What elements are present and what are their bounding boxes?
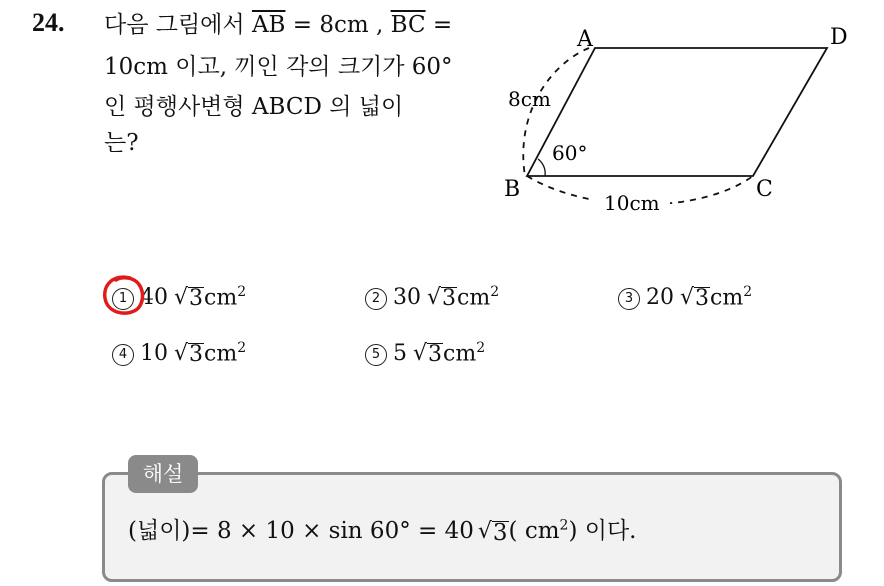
segment-bc: $\overline{BC}$ xyxy=(390,12,426,38)
question-line-1: 다음 그림에서 $\overline{AB} = 8cm$ , $\overline{BC}$ = xyxy=(104,12,453,38)
sqrt: √ 3 xyxy=(174,285,204,312)
question-line-3: 인 평행사변형 ABCD 의 넓이 xyxy=(104,94,404,120)
solution-text: (넓이)= 8 × 10 × sin 60° = 40 √ 3 ( $cm^2$) 이다. xyxy=(128,517,637,546)
sqrt: √ 3 xyxy=(680,285,710,312)
choice-2[interactable]: 2 30 √ 3 $cm^2$ xyxy=(365,284,499,312)
angle-arc xyxy=(538,159,545,176)
choice-5[interactable]: 5 5 √ 3 $cm^2$ xyxy=(365,340,485,368)
solution-tag: 해설 xyxy=(128,455,198,493)
choice-number-2: 2 xyxy=(365,288,387,310)
segment-ab: $\overline{AB}$ xyxy=(251,12,286,38)
sqrt: √ 3 xyxy=(174,341,204,368)
question-number: 24. xyxy=(32,8,65,37)
side-bc-label: 10cm xyxy=(604,191,660,215)
choice-number-1: 1 xyxy=(112,288,134,310)
vertex-c-label: C xyxy=(756,177,773,202)
choice-number-3: 3 xyxy=(618,288,640,310)
sqrt: √ 3 xyxy=(427,285,457,312)
question-line-2: 10cm 이고, 끼인 각의 크기가 60° xyxy=(104,54,453,80)
parallelogram-figure xyxy=(490,14,870,224)
choice-4[interactable]: 4 10 √ 3 $cm^2$ xyxy=(112,340,246,368)
question-line-4: 는? xyxy=(104,130,139,156)
choice-1[interactable]: 1 40 √ 3 $cm^2$ xyxy=(112,284,246,312)
sqrt: √ 3 xyxy=(413,341,443,368)
vertex-a-label: A xyxy=(577,27,593,52)
sqrt: √ 3 xyxy=(477,519,508,546)
vertex-d-label: D xyxy=(830,25,848,50)
red-answer-circle xyxy=(100,272,148,320)
choice-number-5: 5 xyxy=(365,344,387,366)
choice-3[interactable]: 3 20 √ 3 $cm^2$ xyxy=(618,284,752,312)
angle-label: 60° xyxy=(552,141,588,165)
side-ab-label: 8cm xyxy=(508,87,551,111)
choice-number-4: 4 xyxy=(112,344,134,366)
vertex-b-label: B xyxy=(504,177,521,202)
